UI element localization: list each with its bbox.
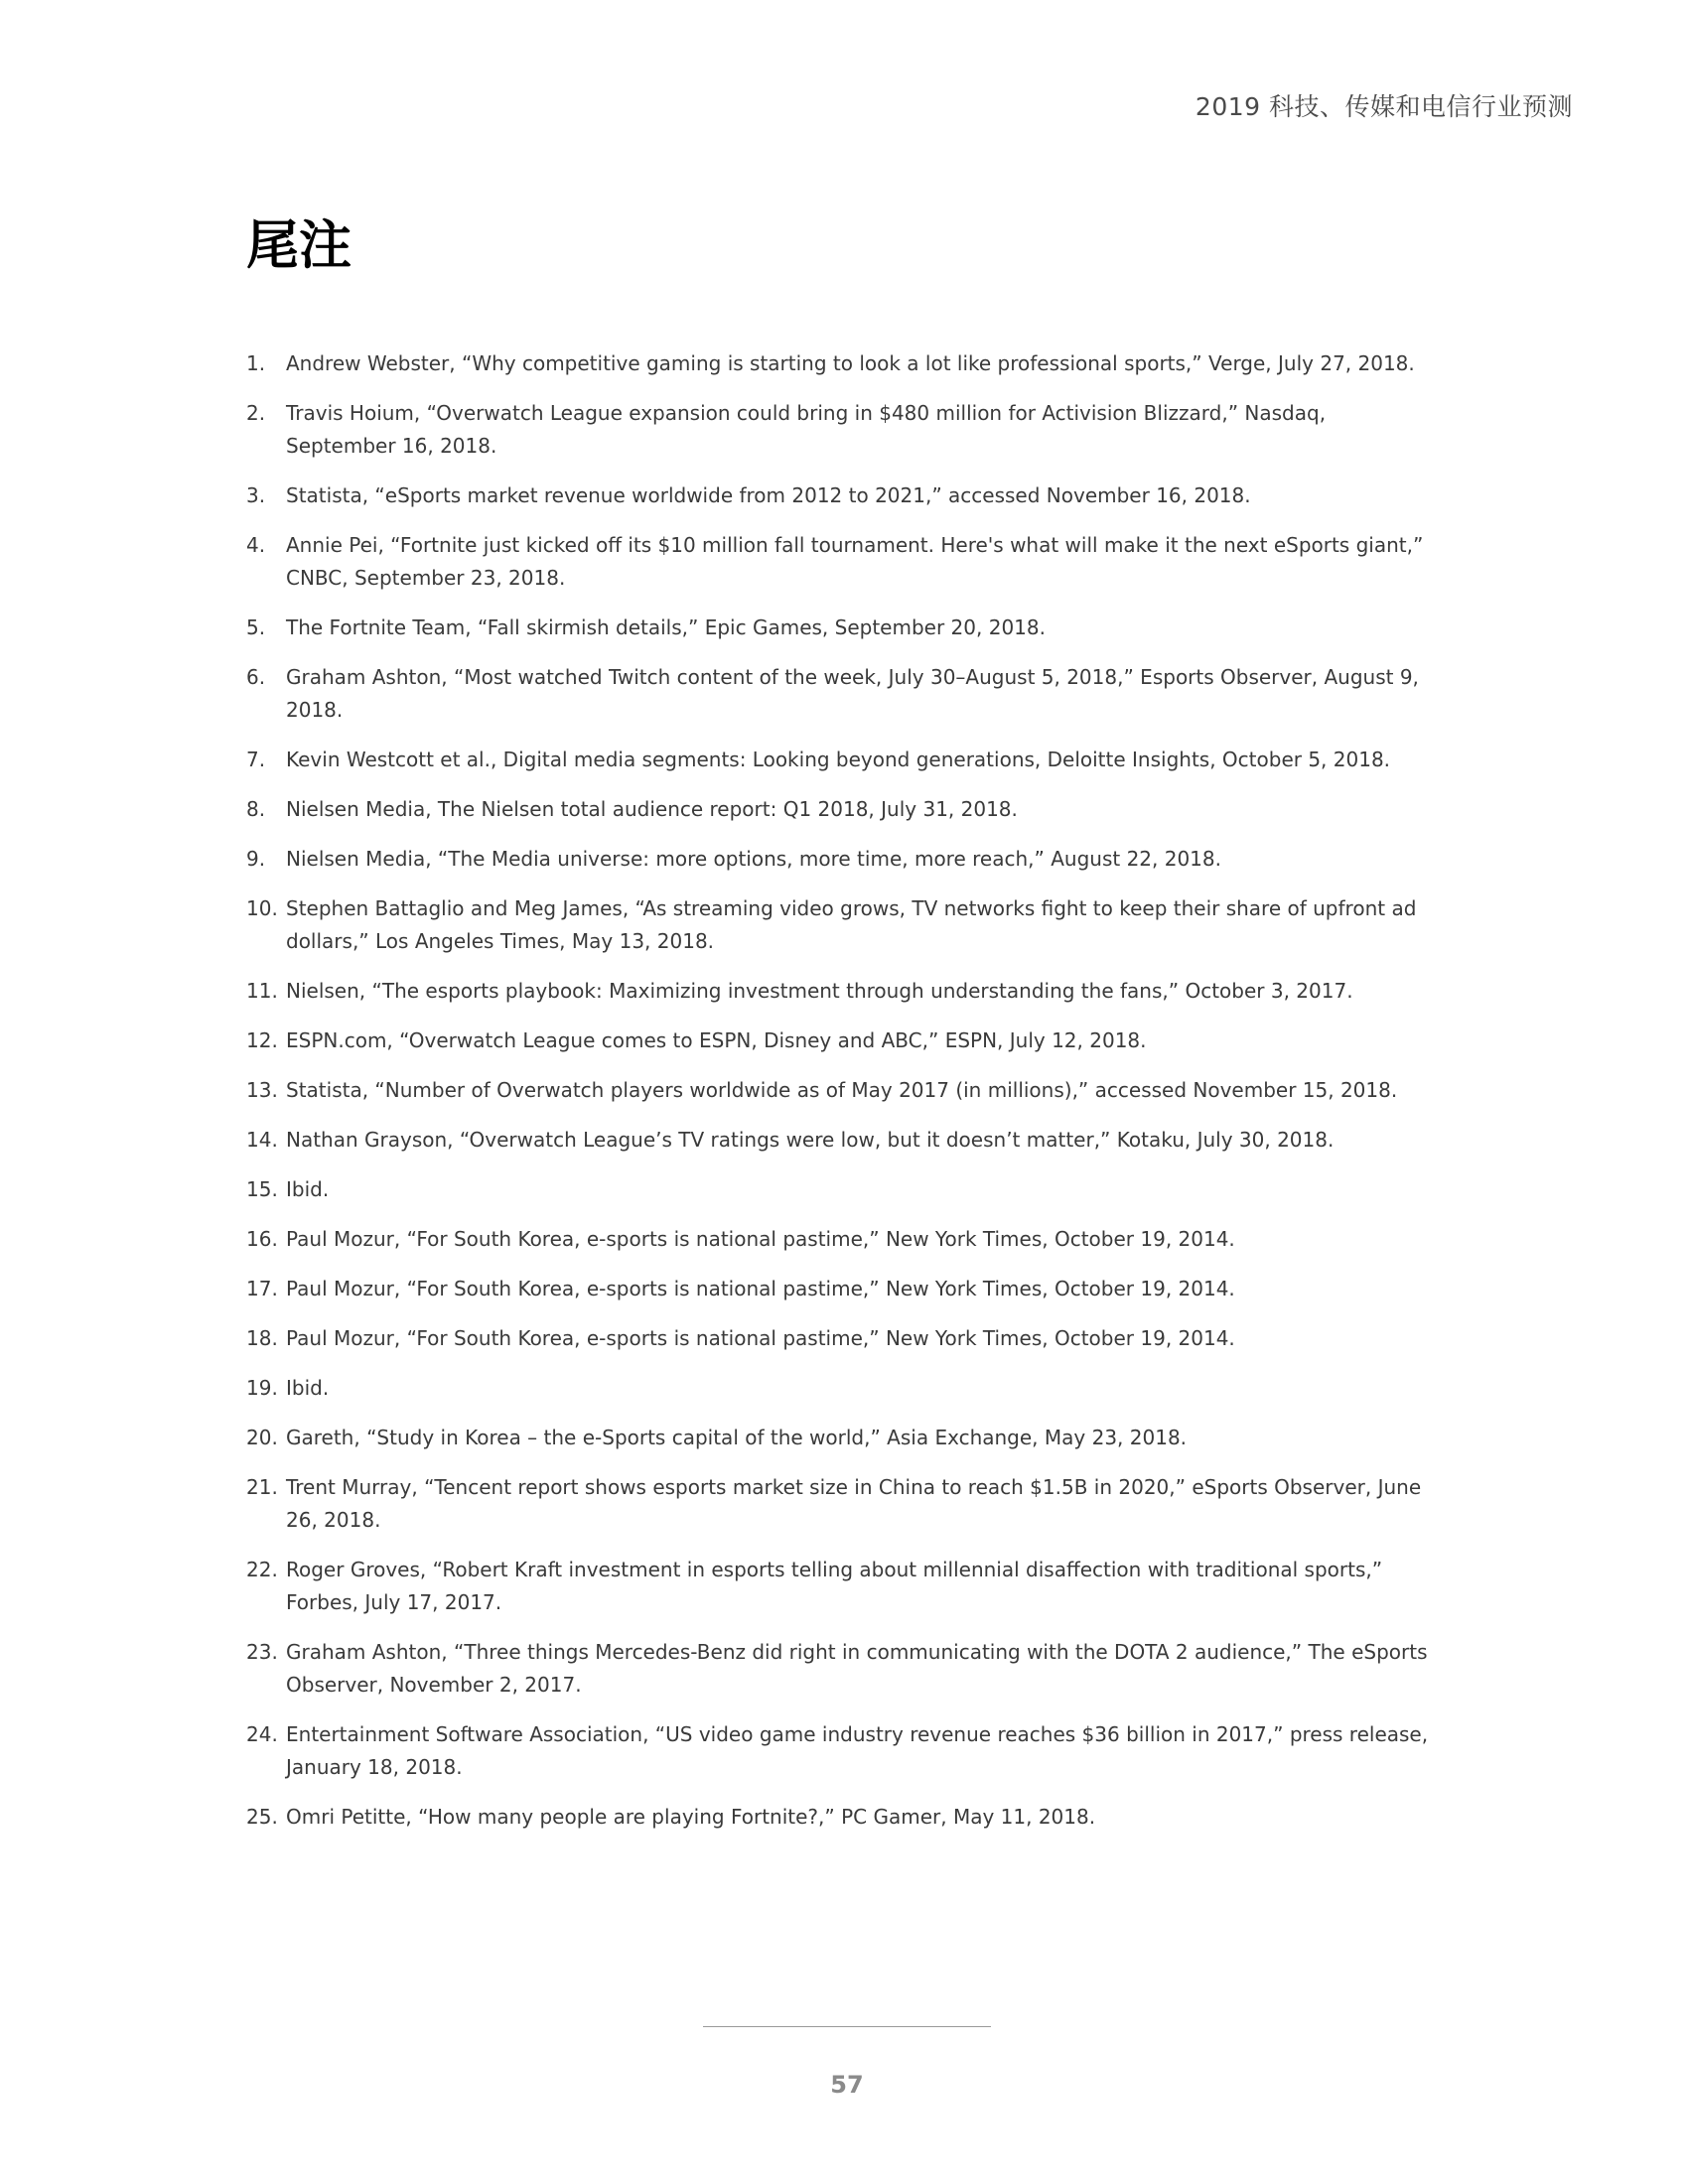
- endnote-item: [246, 347, 1438, 380]
- endnote-item: [246, 1801, 1438, 1834]
- endnote-text: Annie Pei, “Fortnite just kicked off its $10 million fall tournament. Here's what will make it the next eSports giant,” CNBC, September 23, 2018.: [286, 533, 1424, 590]
- endnote-number: 4.: [246, 533, 266, 557]
- endnote-text: Ibid.: [286, 1376, 330, 1400]
- endnote-text: Entertainment Software Association, “US video game industry revenue reaches $36 billion in 2017,” press release, January 18, 2018.: [286, 1722, 1429, 1779]
- endnote-text: Nielsen Media, “The Media universe: more options, more time, more reach,” August 22, 2018.: [286, 847, 1221, 871]
- endnote-number: 25.: [246, 1805, 278, 1829]
- endnote-text: Stephen Battaglio and Meg James, “As streaming video grows, TV networks fight to keep their share of upfront ad dollars,” Los Angeles Times, May 13, 2018.: [286, 896, 1417, 953]
- endnote-number: 24.: [246, 1722, 278, 1746]
- endnote-text: Nathan Grayson, “Overwatch League’s TV ratings were low, but it doesn’t matter,” Kotaku, July 30, 2018.: [286, 1128, 1335, 1152]
- endnote-number: 16.: [246, 1227, 278, 1251]
- endnote-text: Paul Mozur, “For South Korea, e-sports is national pastime,” New York Times, October 19, 2014.: [286, 1227, 1235, 1251]
- endnote-text: Paul Mozur, “For South Korea, e-sports is national pastime,” New York Times, October 19, 2014.: [286, 1326, 1235, 1350]
- endnote-number: 23.: [246, 1640, 278, 1664]
- endnote-number: 9.: [246, 847, 266, 871]
- endnote-item: [246, 1322, 1438, 1355]
- page-title: 尾注: [246, 215, 352, 276]
- endnote-number: 21.: [246, 1475, 278, 1499]
- endnote-text: The Fortnite Team, “Fall skirmish details,” Epic Games, September 20, 2018.: [286, 615, 1046, 639]
- endnote-number: 2.: [246, 401, 266, 425]
- endnote-text: Paul Mozur, “For South Korea, e-sports is national pastime,” New York Times, October 19, 2014.: [286, 1277, 1235, 1300]
- endnote-text: Graham Ashton, “Most watched Twitch content of the week, July 30–August 5, 2018,” Esports Observer, August 9, 2018.: [286, 665, 1419, 722]
- endnote-item: [246, 1554, 1438, 1619]
- endnote-number: 22.: [246, 1558, 278, 1581]
- endnote-item: [246, 1636, 1438, 1702]
- endnote-text: Roger Groves, “Robert Kraft investment in esports telling about millennial disaffection with traditional sports,” Forbes, July 17, 2017.: [286, 1558, 1383, 1614]
- endnote-number: 6.: [246, 665, 266, 689]
- endnote-item: [246, 397, 1438, 463]
- endnote-item: [246, 1422, 1438, 1454]
- endnote-text: Nielsen, “The esports playbook: Maximizing investment through understanding the fans,” October 3, 2017.: [286, 979, 1353, 1003]
- endnotes-list: [246, 347, 1438, 1850]
- endnote-text: Gareth, “Study in Korea – the e-Sports capital of the world,” Asia Exchange, May 23, 2018.: [286, 1426, 1188, 1449]
- endnote-text: Andrew Webster, “Why competitive gaming is starting to look a lot like professional sports,” Verge, July 27, 2018.: [286, 351, 1415, 375]
- endnote-number: 18.: [246, 1326, 278, 1350]
- endnote-item: [246, 1124, 1438, 1157]
- endnote-item: [246, 1471, 1438, 1537]
- endnote-number: 10.: [246, 896, 278, 920]
- endnote-text: Graham Ashton, “Three things Mercedes-Benz did right in communicating with the DOTA 2 audience,” The eSports Observer, November 2, 2017.: [286, 1640, 1428, 1697]
- endnote-item: [246, 744, 1438, 776]
- endnote-number: 14.: [246, 1128, 278, 1152]
- endnote-number: 7.: [246, 748, 266, 771]
- endnote-item: [246, 1372, 1438, 1405]
- endnote-item: [246, 612, 1438, 644]
- footer-divider: [703, 2026, 991, 2027]
- endnote-item: [246, 1718, 1438, 1784]
- endnote-item: [246, 661, 1438, 727]
- endnote-text: Nielsen Media, The Nielsen total audience report: Q1 2018, July 31, 2018.: [286, 797, 1018, 821]
- endnote-text: Omri Petitte, “How many people are playing Fortnite?,” PC Gamer, May 11, 2018.: [286, 1805, 1096, 1829]
- endnote-number: 5.: [246, 615, 266, 639]
- endnote-item: [246, 892, 1438, 958]
- endnote-number: 8.: [246, 797, 266, 821]
- endnote-text: Trent Murray, “Tencent report shows esports market size in China to reach $1.5B in 2020,” eSports Observer, June 26, 2018.: [286, 1475, 1422, 1532]
- endnote-item: [246, 1074, 1438, 1107]
- running-header: 2019 科技、传媒和电信行业预测: [1195, 92, 1573, 121]
- page-number: 57: [830, 2071, 864, 2099]
- endnote-number: 11.: [246, 979, 278, 1003]
- endnote-item: [246, 843, 1438, 876]
- endnote-item: [246, 1024, 1438, 1057]
- endnote-item: [246, 1173, 1438, 1206]
- endnote-text: Ibid.: [286, 1177, 330, 1201]
- endnote-number: 1.: [246, 351, 266, 375]
- endnote-text: Statista, “eSports market revenue worldwide from 2012 to 2021,” accessed November 16, 2018.: [286, 483, 1251, 507]
- endnote-text: Statista, “Number of Overwatch players worldwide as of May 2017 (in millions),” accessed November 15, 2018.: [286, 1078, 1398, 1102]
- endnote-item: [246, 793, 1438, 826]
- endnote-text: ESPN.com, “Overwatch League comes to ESPN, Disney and ABC,” ESPN, July 12, 2018.: [286, 1028, 1147, 1052]
- endnote-number: 13.: [246, 1078, 278, 1102]
- endnote-text: Travis Hoium, “Overwatch League expansion could bring in $480 million for Activision Blizzard,” Nasdaq, September 16, 2018.: [286, 401, 1327, 458]
- endnote-number: 12.: [246, 1028, 278, 1052]
- endnote-item: [246, 529, 1438, 595]
- endnote-number: 19.: [246, 1376, 278, 1400]
- endnote-item: [246, 1273, 1438, 1305]
- endnote-number: 20.: [246, 1426, 278, 1449]
- endnote-number: 15.: [246, 1177, 278, 1201]
- endnote-item: [246, 1223, 1438, 1256]
- endnote-text: Kevin Westcott et al., Digital media segments: Looking beyond generations, Deloitte Insights, October 5, 2018.: [286, 748, 1391, 771]
- endnote-item: [246, 975, 1438, 1008]
- endnote-number: 3.: [246, 483, 266, 507]
- endnote-number: 17.: [246, 1277, 278, 1300]
- endnote-item: [246, 479, 1438, 512]
